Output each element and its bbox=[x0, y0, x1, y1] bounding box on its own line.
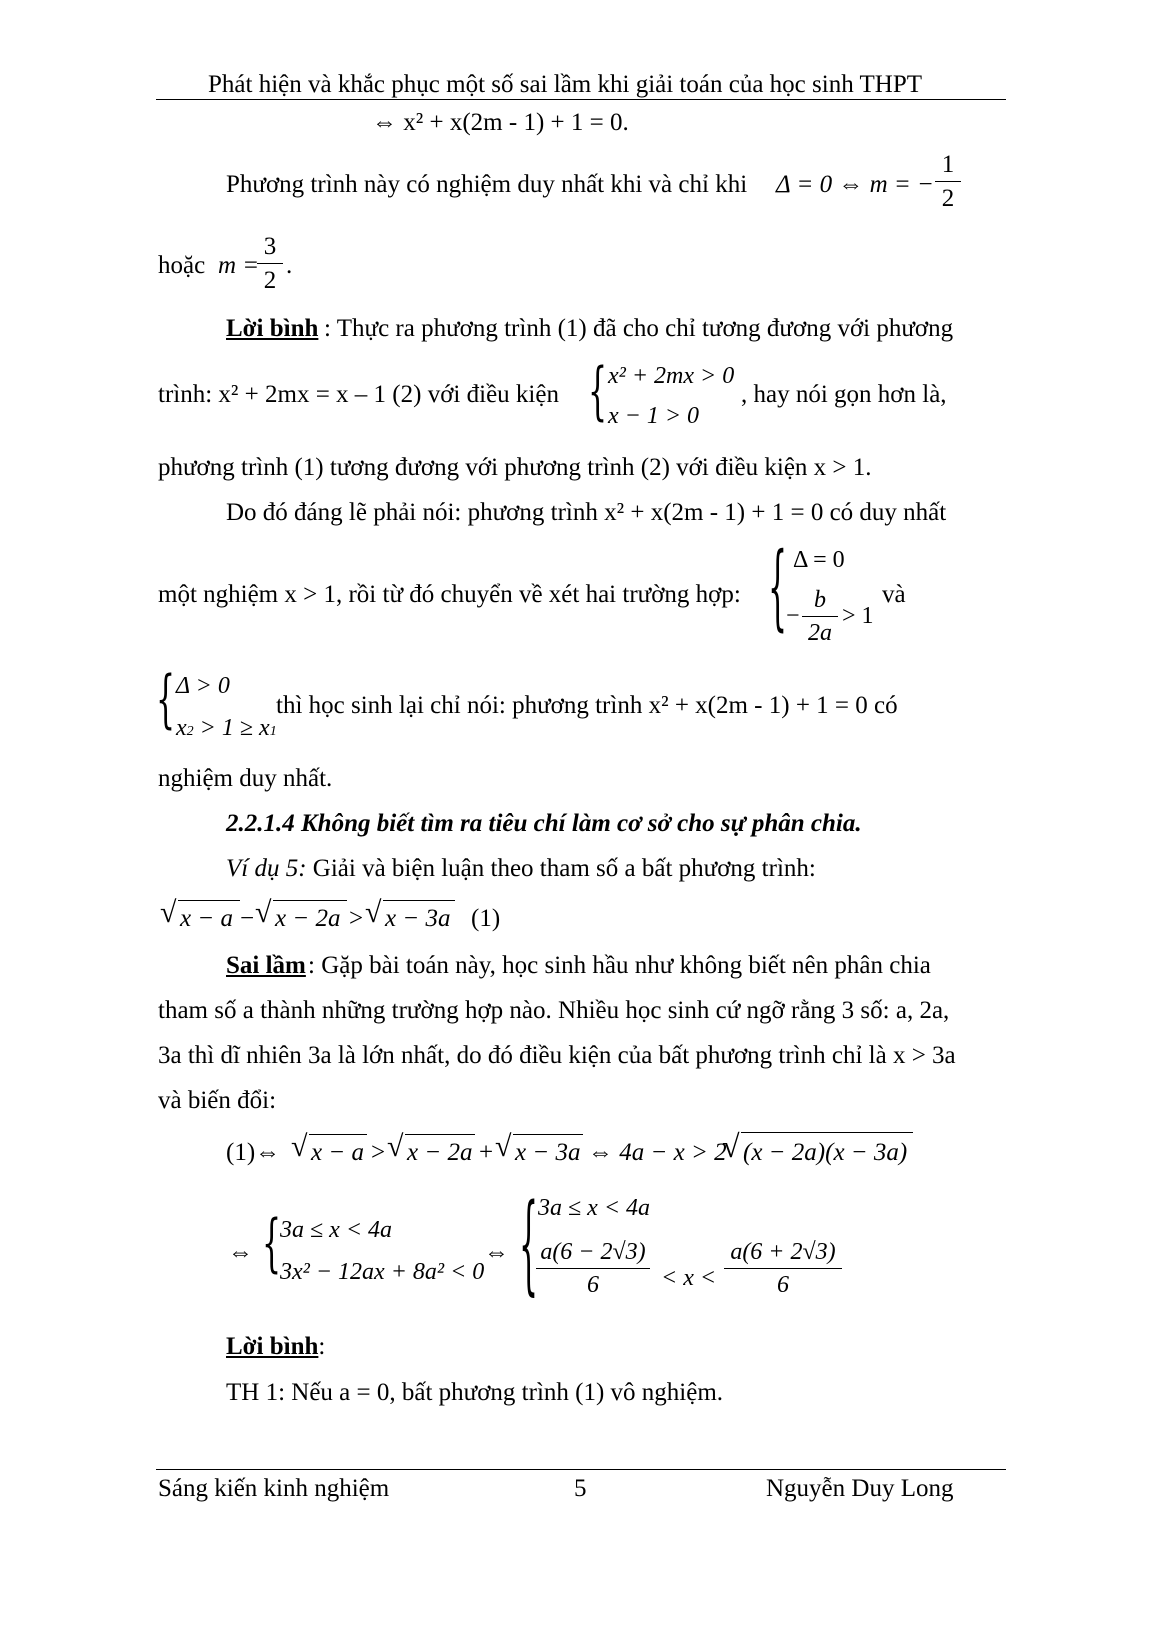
system-line: 3a ≤ x < 4a bbox=[280, 1217, 393, 1243]
fraction-denominator: 2a bbox=[808, 620, 832, 646]
paragraph-text: và bbox=[882, 581, 906, 608]
var-x: x bbox=[176, 715, 187, 741]
fraction bbox=[802, 588, 838, 645]
radicand: x − a bbox=[180, 905, 233, 932]
paragraph-text: phương trình (1) tương đương với phương trình (2) với điều kiện x > 1. bbox=[158, 454, 872, 481]
paragraph-text: nghiệm duy nhất. bbox=[158, 765, 333, 792]
paragraph-text: : Thực ra phương trình (1) đã cho chỉ tương đương với phương bbox=[324, 315, 954, 342]
system-line: Δ > 0 bbox=[176, 673, 230, 699]
sqrt-bar bbox=[405, 1134, 475, 1135]
fraction bbox=[536, 1240, 650, 1297]
left-brace: { bbox=[156, 663, 176, 738]
gt-sign: > bbox=[349, 905, 364, 932]
fraction-denominator: 6 bbox=[587, 1272, 599, 1298]
fraction-bar bbox=[802, 616, 838, 617]
paragraph-text: : Gặp bài toán này, học sinh hầu như không biết nên phân chia bbox=[308, 952, 931, 979]
sqrt-bar bbox=[741, 1132, 913, 1133]
paragraph-text: hoặc bbox=[158, 252, 206, 279]
minus-sign: − bbox=[240, 905, 255, 932]
fraction-bar bbox=[536, 1268, 650, 1269]
radicand: x − 2a bbox=[275, 905, 341, 932]
fraction-numerator: 1 bbox=[941, 151, 955, 178]
fraction-denominator: 6 bbox=[777, 1272, 789, 1298]
sqrt-sign: √ bbox=[255, 896, 272, 929]
fraction bbox=[935, 152, 961, 211]
sqrt-sign: √ bbox=[722, 1128, 740, 1164]
system-line: 3x² − 12ax + 8a² < 0 bbox=[280, 1259, 485, 1285]
sqrt-bar bbox=[309, 1134, 367, 1135]
system-line: 3a ≤ x < 4a bbox=[538, 1195, 651, 1221]
section-label-loi-binh: Lời bình bbox=[226, 315, 319, 342]
system-line bbox=[176, 716, 277, 740]
section-label-sai-lam: Sai lầm bbox=[226, 952, 306, 979]
left-brace: { bbox=[588, 355, 608, 430]
example-line bbox=[226, 856, 816, 881]
sqrt-bar bbox=[513, 1134, 583, 1135]
plus-sign: + bbox=[479, 1139, 494, 1166]
fraction-numerator: a(6 − 2√3) bbox=[540, 1239, 646, 1265]
equation-line: ⇔ x² + x(2m - 1) + 1 = 0. bbox=[372, 109, 629, 136]
math-expression: Δ = 0 ⇔ m = − bbox=[776, 171, 934, 198]
paragraph-text: Phương trình này có nghiệm duy nhất khi và chỉ khi bbox=[226, 171, 748, 198]
sqrt-sign: √ bbox=[160, 896, 177, 929]
section-label-line bbox=[226, 1334, 325, 1359]
paragraph-text: TH 1: Nếu a = 0, bất phương trình (1) vô nghiệm. bbox=[226, 1379, 724, 1406]
fraction-bar bbox=[935, 181, 961, 182]
footer-author: Nguyễn Duy Long bbox=[766, 1475, 954, 1502]
system-line: > 1 bbox=[842, 603, 874, 629]
system-line: Δ = 0 bbox=[793, 547, 845, 573]
paragraph-text: và biến đổi: bbox=[158, 1087, 277, 1114]
colon: : bbox=[318, 1333, 326, 1360]
paragraph-text: Do đó đáng lẽ phải nói: phương trình x² + x(2m - 1) + 1 = 0 có duy nhất bbox=[226, 499, 947, 526]
fraction bbox=[257, 234, 283, 293]
example-text: Giải và biện luận theo tham số a bất phương trình: bbox=[306, 855, 816, 882]
fraction-bar bbox=[257, 263, 283, 264]
gt-sign: > bbox=[371, 1139, 386, 1166]
fraction-denominator: 2 bbox=[941, 185, 955, 212]
page-header-title: Phát hiện và khắc phục một số sai lầm khi giải toán của học sinh THPT bbox=[208, 71, 922, 98]
section-label-loi-binh: Lời bình bbox=[226, 1333, 319, 1360]
paragraph-text: tham số a thành những trường hợp nào. Nhiều học sinh cứ ngỡ rằng 3 số: a, 2a, bbox=[158, 997, 950, 1024]
footer-page-number: 5 bbox=[574, 1475, 587, 1502]
left-brace: { bbox=[768, 534, 788, 644]
sqrt-sign: √ bbox=[495, 1130, 512, 1163]
fraction-denominator: 2 bbox=[263, 267, 277, 294]
system-line: < x < bbox=[661, 1265, 717, 1291]
iff-sign: ⇔ bbox=[228, 1239, 253, 1266]
math-prefix: (1)⇔ bbox=[226, 1139, 281, 1166]
sqrt-sign: √ bbox=[387, 1130, 404, 1163]
radicand: x − 3a bbox=[515, 1139, 581, 1166]
radicand: x − 3a bbox=[385, 905, 451, 932]
header-rule bbox=[156, 99, 1006, 100]
fraction bbox=[724, 1240, 842, 1297]
sqrt-bar bbox=[178, 900, 240, 901]
footer-left: Sáng kiến kinh nghiệm bbox=[158, 1475, 390, 1502]
footer-rule bbox=[156, 1469, 1006, 1470]
paragraph-text: thì học sinh lại chỉ nói: phương trình x² + x(2m - 1) + 1 = 0 có bbox=[276, 692, 898, 719]
paragraph-text: , hay nói gọn hơn là, bbox=[741, 381, 947, 408]
section-title: 2.2.1.4 Không biết tìm ra tiêu chí làm cơ sở cho sự phân chia. bbox=[226, 810, 862, 837]
left-brace: { bbox=[262, 1207, 282, 1282]
subscript: 2 bbox=[186, 724, 194, 739]
period: . bbox=[286, 252, 293, 279]
system-line: x² + 2mx > 0 bbox=[608, 363, 735, 389]
left-brace: { bbox=[519, 1183, 539, 1310]
fraction-numerator: 3 bbox=[263, 233, 277, 260]
sqrt-bar bbox=[273, 900, 347, 901]
paragraph-text: một nghiệm x > 1, rồi từ đó chuyển về xét hai trường hợp: bbox=[158, 581, 741, 608]
math-expression: m = bbox=[218, 252, 260, 279]
example-label: Ví dụ 5: bbox=[226, 855, 307, 882]
fraction-numerator: b bbox=[814, 587, 826, 613]
sqrt-bar bbox=[383, 900, 455, 901]
iff-sign: ⇔ bbox=[484, 1239, 509, 1266]
fraction-numerator: a(6 + 2√3) bbox=[730, 1239, 836, 1265]
paragraph-text: 3a thì dĩ nhiên 3a là lớn nhất, do đó điều kiện của bất phương trình chỉ là x > 3a bbox=[158, 1042, 956, 1069]
equation-label: (1) bbox=[471, 905, 501, 932]
sqrt-sign: √ bbox=[291, 1130, 308, 1163]
ineq: > 1 ≥ x bbox=[193, 715, 270, 741]
radicand: x − a bbox=[311, 1139, 364, 1166]
fraction-bar bbox=[724, 1268, 842, 1269]
math-expression: ⇔ 4a − x > 2 bbox=[588, 1139, 727, 1166]
sqrt-sign: √ bbox=[365, 896, 382, 929]
minus-sign: − bbox=[786, 603, 800, 629]
paragraph-text: trình: x² + 2mx = x – 1 (2) với điều kiện bbox=[158, 381, 559, 408]
system-line: x − 1 > 0 bbox=[608, 403, 700, 429]
radicand: x − 2a bbox=[407, 1139, 473, 1166]
subscript: 1 bbox=[269, 724, 277, 739]
radicand: (x − 2a)(x − 3a) bbox=[743, 1139, 908, 1166]
